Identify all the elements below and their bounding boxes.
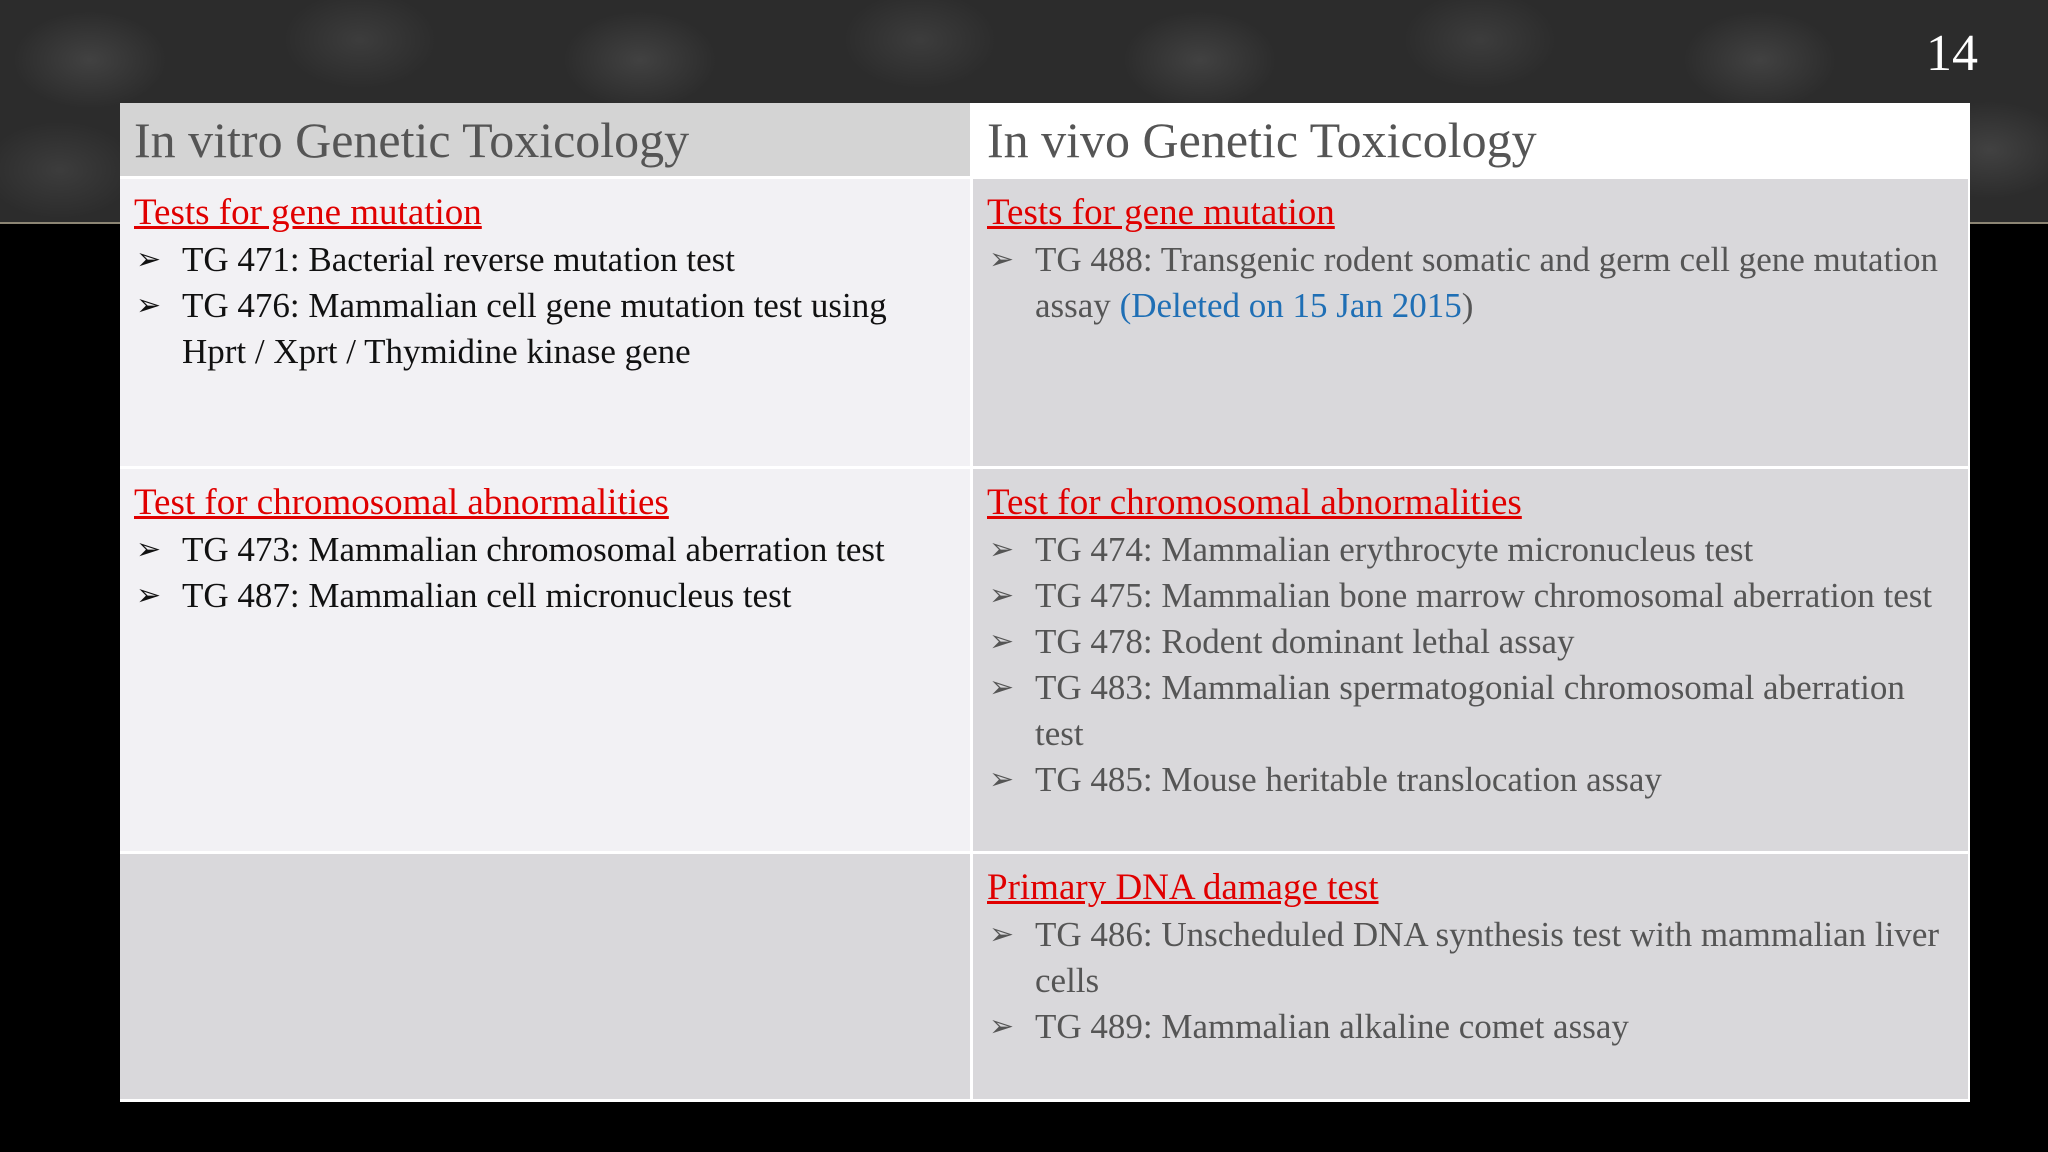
list-item: ➢ TG 487: Mammalian cell micronucleus test	[134, 573, 956, 619]
arrow-bullet-icon: ➢	[136, 579, 162, 612]
arrow-bullet-icon: ➢	[136, 533, 162, 566]
test-list	[987, 912, 1954, 1050]
in-vivo-chromosomal-cell	[973, 469, 1970, 854]
arrow-bullet-icon: ➢	[989, 243, 1015, 276]
arrow-bullet-icon: ➢	[989, 671, 1015, 704]
list-item: ➢ TG 486: Unscheduled DNA synthesis test with mammalian liver cells	[987, 912, 1954, 1004]
list-item: ➢ TG 488: Transgenic rodent somatic and germ cell gene mutation assay (Deleted on 15 Jan 2015)	[987, 237, 1954, 329]
arrow-bullet-icon: ➢	[989, 625, 1015, 658]
in-vitro-chromosomal-cell	[120, 469, 973, 854]
in-vivo-header: In vivo Genetic Toxicology	[973, 103, 1970, 179]
in-vivo-gene-mutation-cell	[973, 179, 1970, 469]
in-vitro-empty-cell	[120, 854, 973, 1102]
arrow-bullet-icon: ➢	[989, 918, 1015, 951]
arrow-bullet-icon: ➢	[989, 763, 1015, 796]
test-list	[134, 237, 956, 375]
list-item: ➢ TG 489: Mammalian alkaline comet assay	[987, 1004, 1954, 1050]
deleted-note: (Deleted on 15 Jan 2015	[1119, 286, 1462, 325]
arrow-bullet-icon: ➢	[989, 1010, 1015, 1043]
section-title: Test for chromosomal abnormalities	[134, 482, 669, 523]
list-item: ➢ TG 474: Mammalian erythrocyte micronucleus test	[987, 527, 1954, 573]
in-vivo-dna-damage-cell	[973, 854, 1970, 1102]
list-item: ➢ TG 473: Mammalian chromosomal aberration test	[134, 527, 956, 573]
test-list	[134, 527, 956, 619]
list-item: ➢ TG 476: Mammalian cell gene mutation test using Hprt / Xprt / Thymidine kinase gene	[134, 283, 956, 375]
comparison-table	[120, 103, 1970, 1102]
section-title: Tests for gene mutation	[134, 192, 482, 233]
arrow-bullet-icon: ➢	[989, 579, 1015, 612]
arrow-bullet-icon: ➢	[136, 243, 162, 276]
test-list	[987, 527, 1954, 803]
section-title: Tests for gene mutation	[987, 192, 1335, 233]
in-vitro-header: In vitro Genetic Toxicology	[120, 103, 973, 179]
slide-number: 14	[1926, 25, 1978, 82]
list-item: ➢ TG 475: Mammalian bone marrow chromosomal aberration test	[987, 573, 1954, 619]
list-item: ➢ TG 471: Bacterial reverse mutation test	[134, 237, 956, 283]
arrow-bullet-icon: ➢	[136, 289, 162, 322]
list-item: ➢ TG 483: Mammalian spermatogonial chromosomal aberration test	[987, 665, 1954, 757]
section-title: Test for chromosomal abnormalities	[987, 482, 1522, 523]
arrow-bullet-icon: ➢	[989, 533, 1015, 566]
list-item: ➢ TG 485: Mouse heritable translocation assay	[987, 757, 1954, 803]
in-vitro-gene-mutation-cell	[120, 179, 973, 469]
section-title: Primary DNA damage test	[987, 867, 1379, 908]
list-item: ➢ TG 478: Rodent dominant lethal assay	[987, 619, 1954, 665]
test-list	[987, 237, 1954, 329]
